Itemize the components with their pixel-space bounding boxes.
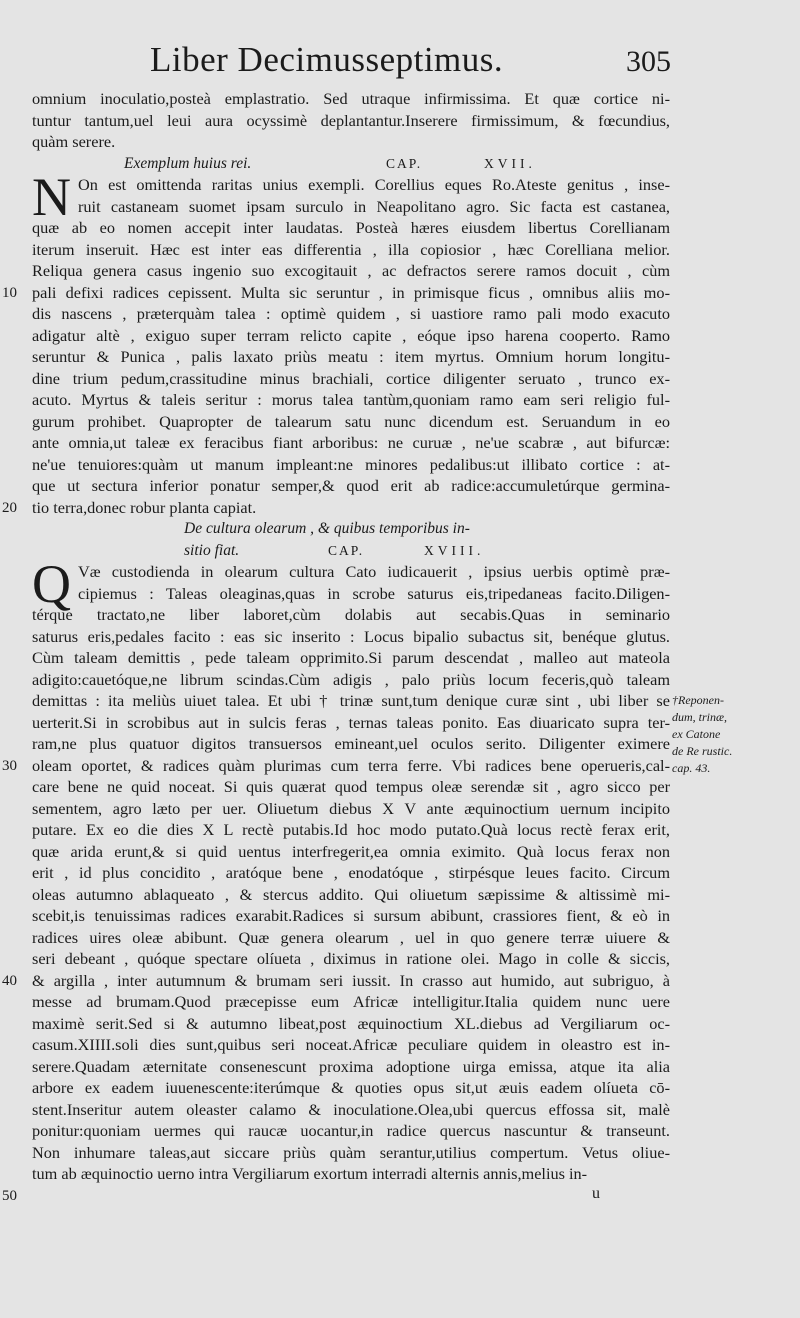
text-line: Non inhumare taleas,aut siccare priùs quàm serantur,utilius compertum. Vetus oliue- bbox=[32, 1142, 670, 1162]
text-line: ruit castaneam suomet ipsam surculo in Neapolitano agro. Sic facta est castanea, bbox=[78, 196, 670, 216]
text-line: Væ custodienda in olearum cultura Cato iudicauerit , ipsius uerbis optimè præ- bbox=[78, 562, 670, 581]
text-line: Cùm taleam demittis , pede taleam opprimito.Si parum descendat , malleo aut mateola bbox=[32, 648, 670, 667]
catchword: u bbox=[592, 1185, 600, 1202]
text-line: tum ab æquinoctio uerno intra Vergiliarum exortum interradi alternis annis,melius in- bbox=[32, 1164, 588, 1183]
line-number: 50 bbox=[2, 1187, 17, 1204]
text-line: térque tractato,ne liber laboret,cùm dolabis aut secabis.Quas in seminario bbox=[32, 605, 670, 624]
marginal-note-line: de Re rustic. bbox=[672, 744, 733, 758]
drop-cap: N bbox=[32, 167, 71, 227]
text-line: gurum prohibet. Quapropter de talearum satu nunc dicendum est. Seruandum in eo bbox=[32, 411, 670, 431]
text-line: seri debeant , quóque spectare olíueta , diximus in ratione olei. Mago in colle & siccis, bbox=[32, 949, 670, 968]
chapter-title: De cultura olearum , & quibus temporibus in- bbox=[184, 520, 470, 537]
line-number: 10 bbox=[2, 284, 17, 301]
chapter-number: XVIII. bbox=[424, 542, 485, 558]
text-line: ram,ne plus quatuor digitos transuersos emineant,uel oculos serito. Diligenter eximere bbox=[32, 734, 670, 753]
line-number: 30 bbox=[2, 757, 17, 774]
text-line: cipiemus : Taleas oleaginas,quas in scrobe saturus eis,tripedaneas facito.Diligen- bbox=[78, 583, 670, 603]
text-line: demittas : ita meliùs uiuet talea. Et ubi † trinæ sunt,tum denique curæ sint , ubi liber se bbox=[32, 691, 670, 710]
text-line: Reliqua genera casus ingenio suo excogitauit , ac defractos serere ramos docuit , cùm bbox=[32, 261, 670, 280]
chapter-heading bbox=[32, 153, 670, 175]
text-line: que ut sectura inferior ponatur semper,& quod erit ab radice:accumuletúrque germina- bbox=[32, 476, 670, 495]
text-line: radices uires oleæ abibunt. Quæ genera olearum , uel in quo genere terræ uiuere & bbox=[32, 927, 670, 947]
text-line: quæ arida erunt,& si quid uentus interfregerit,ea omnia eximito. Quà locus ferax non bbox=[32, 841, 670, 861]
chapter-label: CAP. bbox=[328, 542, 365, 558]
text-line: dine trium pedum,crassitudine minus brachiali, cortice diligenter seruato , trunco ex- bbox=[32, 368, 670, 388]
text-line: maximè serit.Sed si & autumno libeat,post æquinoctium XL.diebus ad Vergiliarum oc- bbox=[32, 1013, 670, 1033]
text-line: putare. Ex eo die dies X L rectè putabis.Id hoc modo putato.Quà locus rectè ferax erit, bbox=[32, 820, 670, 839]
text-line: iterum inseruit. Hæc est inter eas differentia , illa copiosior , hæc Corelliana melior. bbox=[32, 239, 670, 259]
text-line: & argilla , inter autumnum & brumam seri iussit. In crasso aut humido, aut subriguo, à bbox=[32, 970, 670, 990]
chapter-title: sitio fiat. bbox=[184, 541, 240, 559]
text-line: ante omnia,ut taleæ ex feracibus fiant arboribus: ne curuæ , ne'ue scabræ , aut bifurcæ: bbox=[32, 433, 670, 452]
text-line: pali defixi radices cepissent. Multa sic seruntur , in primisque ficus , omnibus aliis mo- bbox=[32, 282, 670, 302]
text-line: stent.Inseritur autem oleaster calamo & inoculatione.Olea,ubi quercus effossa sit, malè bbox=[32, 1099, 670, 1119]
chapter-title: Exemplum huius rei. bbox=[124, 154, 252, 172]
marginal-note-line: †Reponen- bbox=[672, 693, 724, 707]
text-line: dis nascens , præterquàm talea : optimè quidem , si uastiore ramo pali modo exacuto bbox=[32, 304, 670, 323]
text-line: serere.Quadam æternitate consenescunt proxima adoptione uirga emissa, atque ita alia bbox=[32, 1056, 670, 1076]
text-line: ponitur:quoniam uermes qui raucæ uocantur,in radice quercus nascuntur & transeunt. bbox=[32, 1121, 670, 1140]
marginal-note-line: ex Catone bbox=[672, 727, 721, 741]
chapter-paragraph bbox=[32, 554, 670, 1185]
chapter-heading bbox=[32, 518, 670, 540]
text-line: care bene ne quid noceat. Si quis quærat quod tempus oleæ serendæ sit , agro sicco per bbox=[32, 777, 670, 796]
text-line: tuntur tantum,uel leui aura ocyssimè deplantantur.Inserere firmissimum, & fœcundius, bbox=[32, 110, 670, 130]
text-line: quàm serere. bbox=[32, 132, 116, 151]
page-number: 305 bbox=[626, 45, 671, 78]
text-line: scebit,is tenuissimas radices exarabit.Radices si sursum abibunt, crassiores fient, & eò in bbox=[32, 906, 670, 925]
text-line: On est omittenda raritas unius exempli. Corellius eques Ro.Ateste genitus , inse- bbox=[78, 175, 670, 194]
line-number: 20 bbox=[2, 499, 17, 516]
running-head-title: Liber Decimusseptimus. bbox=[150, 40, 504, 79]
marginal-note-line: cap. 43. bbox=[672, 761, 711, 775]
chapter-paragraph bbox=[32, 167, 670, 518]
text-line: adigatur altè , exiguo super terram relicto capite , eóque ipso harena cooperto. Ramo bbox=[32, 325, 670, 345]
text-line: ne'ue tenuiores:quàm ut manum impleant:ne minores pedalibus:ut illibato cortice : at- bbox=[32, 454, 670, 474]
marginal-note-line: dum, trinæ, bbox=[672, 710, 728, 724]
marginal-note bbox=[672, 692, 792, 777]
text-line: erit , id plus concidito , aratóque bene , enodatóque , stirpésque leues facito. Circum bbox=[32, 863, 670, 882]
text-line: messe ad brumam.Quod præcepisse eum Africæ intelligitur.Italia quidem nunc uere bbox=[32, 992, 670, 1011]
chapter-heading bbox=[32, 540, 670, 562]
chapter-number: XVII. bbox=[484, 155, 536, 171]
text-line: quæ ab eo nomen accepit inter laudatas. Posteà hæres eiusdem libertus Corellianam bbox=[32, 218, 670, 237]
text-line: casum.XIIII.soli dies sunt,quibus seri noceat.Africæ peculiare quidem in oleastro est in- bbox=[32, 1035, 670, 1054]
text-line: sementem, agro læto per uer. Oliuetum diebus X V ante æquinoctium uernum incipito bbox=[32, 798, 670, 818]
text-line: uerterit.Si in scrobibus aut in sulcis feras , ternas taleas ponito. Eas diuaricato supra ter- bbox=[32, 712, 670, 732]
text-line: oleas autumno ablaqueato , & stercus addito. Qui oliuetum sæpissime & altissimè mi- bbox=[32, 884, 670, 904]
text-body bbox=[32, 88, 670, 1185]
text-line: acuto. Myrtus & taleis seritur : morus talea tantùm,quoniam ramo eam seri religio ful- bbox=[32, 390, 670, 409]
text-line: adigito:cauetóque,ne librum scindas.Cùm adigis , palo priùs locum feceris,quò taleam bbox=[32, 669, 670, 689]
text-line: saturus eris,pedales facito : eas sic inserito : Locus bipalio subactus sit, benéque glutus. bbox=[32, 626, 670, 646]
chapter-label: CAP. bbox=[386, 155, 423, 171]
line-number: 40 bbox=[2, 972, 17, 989]
text-line: tio terra,donec robur planta capiat. bbox=[32, 497, 257, 517]
text-line: arbore ex eadem iuuenescente:iterúmque & quoties opus sit,ut æuis eadem olíueta cō- bbox=[32, 1078, 670, 1097]
drop-cap: Q bbox=[32, 554, 71, 614]
text-line: omnium inoculatio,posteà emplastratio. Sed utraque infirmissima. Et quæ cortice ni- bbox=[32, 89, 670, 108]
text-line: oleam oportet, & radices quàm plurimas cum terra ferre. Vbi radices bene operueris,cal- bbox=[32, 755, 670, 775]
text-line: seruntur & Punica , palis laxato priùs meatu : item myrtus. Omnium horum longitu- bbox=[32, 347, 670, 366]
